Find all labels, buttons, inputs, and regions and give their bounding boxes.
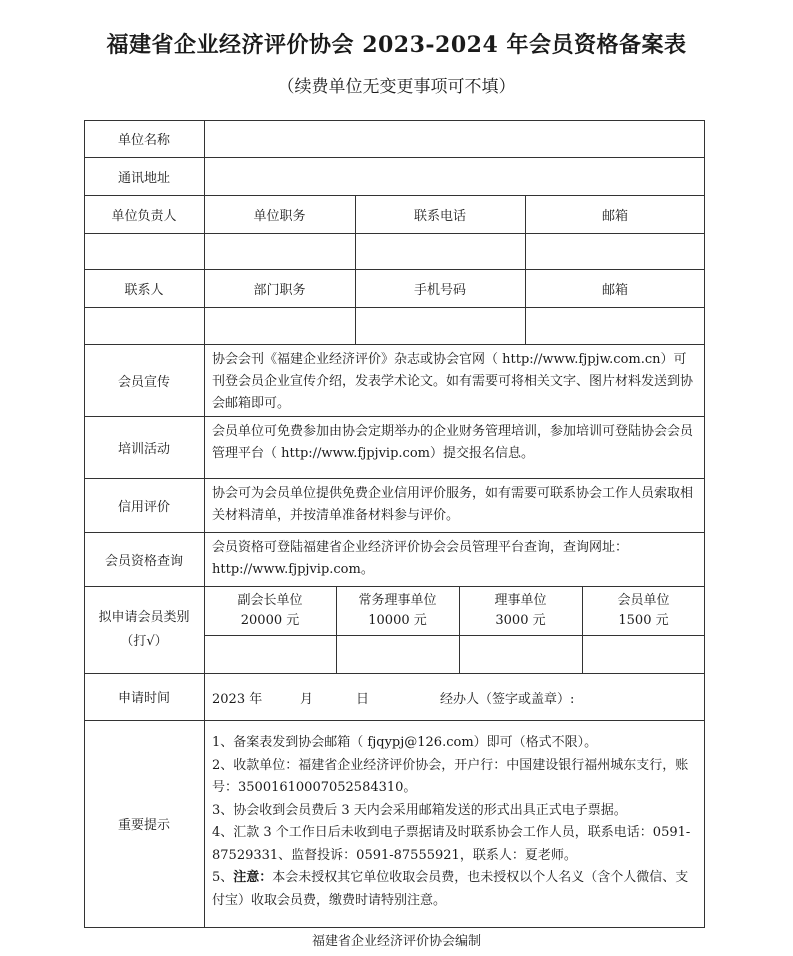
option-name: 副会长单位 — [237, 592, 303, 608]
note-prefix: 5、 — [212, 870, 234, 885]
query-label: 会员资格查询 — [104, 553, 183, 569]
leader-name-field[interactable] — [85, 234, 204, 269]
credit-text: 协会可为会员单位提供免费企业信用评价服务，如有需要可联系协会工作人员索取相关材料清单，并按清单准备材料参与评价。 — [212, 486, 694, 523]
training-text: 会员单位可免费参加由协会定期举办的企业财务管理培训，参加培训可登陆协会会员管理平台（ http://www.fjpjvip.com）提交报名信息。 — [212, 424, 694, 461]
category-checkbox-member[interactable] — [583, 636, 704, 673]
category-checkbox-vice-president[interactable] — [205, 636, 336, 673]
unit-name-label: 单位名称 — [117, 133, 170, 148]
option-fee: 3000 元 — [495, 612, 546, 628]
training-label: 培训活动 — [117, 441, 170, 457]
apply-time-label: 申请时间 — [117, 691, 170, 706]
category-option-header — [204, 586, 336, 635]
address-label: 通讯地址 — [117, 170, 170, 186]
unit-name-field[interactable] — [205, 121, 704, 157]
leader-email-field[interactable] — [526, 234, 704, 269]
contact-label: 联系人 — [124, 282, 164, 298]
email-header: 邮箱 — [601, 208, 628, 224]
option-name: 常务理事单位 — [358, 592, 437, 608]
credit-label: 信用评价 — [117, 499, 170, 515]
note-item: 2、收款单位：福建省企业经济评价协会，开户行：中国建设银行福州城东支行，账号：35001610007052584310。 — [212, 757, 689, 795]
category-label-line2: （打√） — [120, 633, 168, 649]
position-header: 单位职务 — [253, 208, 306, 224]
option-fee: 10000 元 — [368, 612, 427, 628]
leader-label: 单位负责人 — [111, 208, 177, 224]
contact-name-field[interactable] — [85, 308, 204, 344]
mobile-header: 手机号码 — [413, 282, 466, 298]
note-item: 4、汇款 3 个工作日后未收到电子票据请及时联系协会工作人员，联系电话：0591-87529331、监督投诉：0591-87555921，联系人：夏老师。 — [212, 825, 691, 863]
contact-dept-field[interactable] — [205, 308, 355, 344]
option-fee: 20000 元 — [240, 612, 300, 628]
apply-year[interactable]: 2023 年 — [212, 692, 263, 707]
note-warning: 注意： — [233, 870, 273, 885]
option-name: 理事单位 — [494, 592, 547, 608]
category-option-header — [582, 586, 705, 635]
address-field[interactable] — [205, 158, 704, 195]
apply-day[interactable]: 日 — [356, 692, 370, 707]
page-subtitle: （续费单位无变更事项可不填） — [277, 77, 516, 97]
category-label-line1: 拟申请会员类别 — [98, 609, 190, 625]
phone-header: 联系电话 — [413, 208, 466, 224]
query-text: 会员资格可登陆福建省企业经济评价协会会员管理平台查询，查询网址：http://www.fjpjvip.com。 — [212, 540, 629, 577]
promo-label: 会员宣传 — [117, 374, 170, 390]
note-item: 1、备案表发到协会邮箱（ fjqypj@126.com）即可（格式不限）。 — [212, 735, 598, 750]
category-option-header — [336, 586, 459, 635]
form-table — [84, 120, 705, 928]
category-label — [84, 586, 204, 673]
page-title: 福建省企业经济评价协会 2023-2024 年会员资格备案表 — [106, 32, 687, 58]
category-checkbox-standing-director[interactable] — [337, 636, 459, 673]
note-item — [212, 867, 695, 912]
contact-mobile-field[interactable] — [356, 308, 525, 344]
contact-email-field[interactable] — [526, 308, 704, 344]
promo-text: 协会会刊《福建企业经济评价》杂志或协会官网（ http://www.fjpjw.com.cn）可刊登会员企业宣传介绍，发表学术论文。如有需要可将相关文字、图片材料发送到协会邮箱即可。 — [212, 352, 694, 411]
email2-header: 邮箱 — [601, 282, 628, 298]
option-fee: 1500 元 — [618, 612, 669, 628]
dept-header: 部门职务 — [253, 282, 306, 298]
handler-signature[interactable]: 经办人（签字或盖章）: — [440, 692, 575, 707]
note-text: 本会未授权其它单位收取会员费，也未授权以个人名义（含个人微信、支付宝）收取会员费，缴费时请特别注意。 — [212, 870, 689, 908]
leader-phone-field[interactable] — [356, 234, 525, 269]
notes-label: 重要提示 — [117, 818, 170, 833]
page-footer: 福建省企业经济评价协会编制 — [311, 934, 481, 949]
note-item: 3、协会收到会员费后 3 天内会采用邮箱发送的形式出具正式电子票据。 — [212, 802, 627, 818]
apply-month[interactable]: 月 — [300, 692, 314, 707]
option-name: 会员单位 — [617, 592, 670, 608]
category-checkbox-director[interactable] — [460, 636, 582, 673]
apply-time-row — [204, 673, 705, 720]
category-option-header — [459, 586, 582, 635]
leader-position-field[interactable] — [205, 234, 355, 269]
notes-content — [204, 720, 705, 927]
